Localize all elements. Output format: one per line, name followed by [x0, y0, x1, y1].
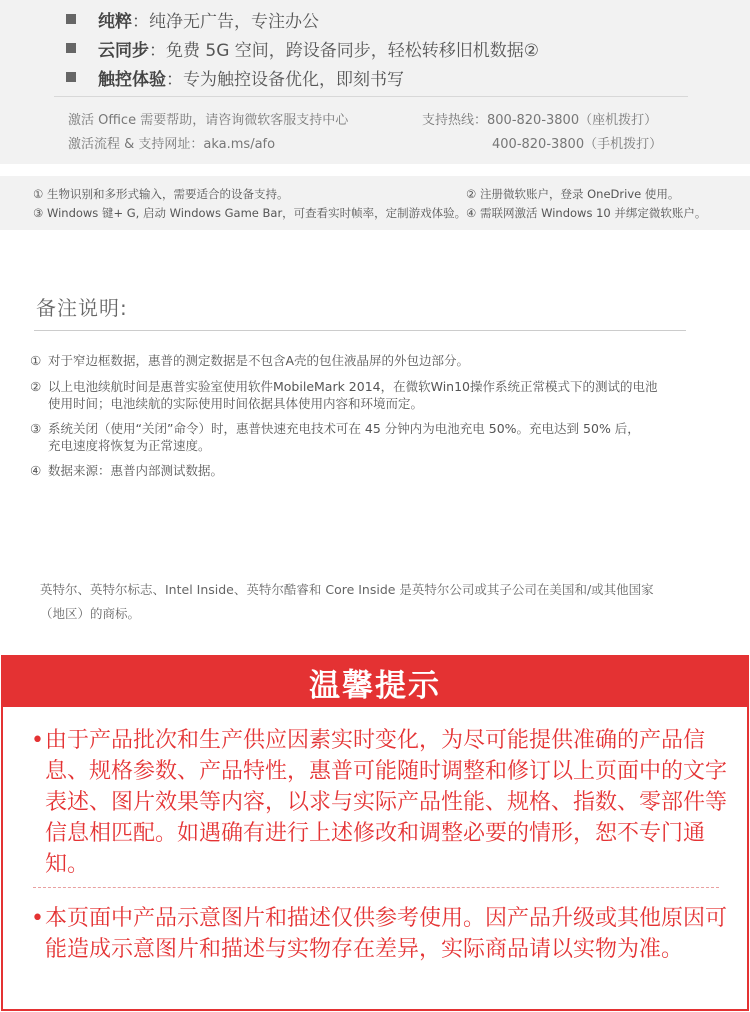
footnote-3: ③ Windows 键+ G, 启动 Windows Game Bar，可查看实时帧率，定制游戏体验。	[33, 206, 467, 220]
tip-text: 由于产品批次和生产供应因素实时变化，为尽可能提供准确的产品信息、规格参数、产品特性，惠普可能随时调整和修订以上页面中的文字表述、图片效果等内容，以求与实际产品性能、规格、指数、零部件等信息相匹配。如遇确有进行上述修改和调整必要的情形，恕不专门通知。	[45, 728, 728, 877]
remark-item	[30, 378, 720, 412]
footnotes-panel	[0, 176, 750, 230]
support-url-text: 激活流程 & 支持网址：aka.ms/afo	[68, 137, 276, 152]
feature-desc: ：纯净无广告，专注办公	[132, 11, 319, 32]
remark-number: ②	[30, 379, 42, 394]
warm-tips-title: 温馨提示	[309, 667, 441, 704]
square-bullet-icon	[66, 14, 76, 24]
square-bullet-icon	[66, 72, 76, 82]
bullet-icon: •	[31, 728, 44, 753]
hotline-mobile: 400-820-3800（手机拨打）	[492, 137, 663, 152]
divider	[54, 96, 688, 97]
square-bullet-icon	[66, 43, 76, 53]
remark-item	[30, 352, 720, 369]
remarks-title: 备注说明:	[36, 296, 128, 320]
feature-item	[66, 62, 404, 92]
dashed-divider	[33, 887, 719, 888]
bullet-icon: •	[31, 906, 44, 931]
remark-text: 系统关闭（使用“关闭”命令）时，惠普快速充电技术可在 45 分钟内为电池充电 50%。充电达到 50% 后，	[48, 421, 640, 436]
footnote-2: ② 注册微软账户，登录 OneDrive 使用。	[466, 187, 680, 201]
footnote-1: ① 生物识别和多形式输入，需要适合的设备支持。	[33, 187, 289, 201]
office-feature-panel	[0, 0, 750, 164]
tip-text: 本页面中产品示意图片和描述仅供参考使用。因产品升级或其他原因可能造成示意图片和描述与实物存在差异，实际商品请以实物为准。	[45, 906, 728, 962]
feature-name: 触控体验	[98, 69, 166, 90]
feature-name: 纯粹	[98, 11, 132, 32]
warm-tips-header	[3, 657, 747, 707]
feature-name: 云同步	[98, 40, 149, 61]
remark-text: 对于窄边框数据，惠普的测定数据是不包含A壳的包住液晶屏的外包边部分。	[48, 353, 470, 368]
support-center-text: 激活 Office 需要帮助，请咨询微软客服支持中心	[68, 113, 349, 128]
tip-item	[31, 903, 727, 965]
remark-number: ③	[30, 421, 42, 436]
remark-text: 数据来源：惠普内部测试数据。	[48, 463, 224, 478]
feature-desc: ：免费 5G 空间，跨设备同步，轻松转移旧机数据②	[149, 40, 540, 61]
divider	[34, 330, 686, 331]
remark-number: ①	[30, 353, 42, 368]
remark-text-cont: 使用时间；电池续航的实际使用时间依据具体使用内容和环境而定。	[48, 396, 424, 411]
remark-text-cont: 充电速度将恢复为正常速度。	[48, 438, 211, 453]
trademark-notice-cont: （地区）的商标。	[40, 606, 141, 621]
remark-item	[30, 462, 720, 479]
feature-item	[66, 4, 319, 34]
remark-number: ④	[30, 463, 42, 478]
footnote-4: ④ 需联网激活 Windows 10 并绑定微软账户。	[466, 206, 707, 220]
feature-item	[66, 33, 539, 63]
remark-text: 以上电池续航时间是惠普实验室使用软件MobileMark 2014，在微软Win10操作系统正常模式下的测试的电池	[48, 379, 658, 394]
tip-item	[31, 725, 727, 880]
trademark-notice: 英特尔、英特尔标志、Intel Inside、英特尔酷睿和 Core Inside 是英特尔公司或其子公司在美国和/或其他国家	[40, 582, 654, 597]
remark-item	[30, 420, 720, 454]
warm-tips-box	[1, 655, 749, 1011]
feature-desc: ：专为触控设备优化，即刻书写	[166, 69, 404, 90]
hotline-landline: 支持热线：800-820-3800（座机拨打）	[422, 113, 658, 128]
